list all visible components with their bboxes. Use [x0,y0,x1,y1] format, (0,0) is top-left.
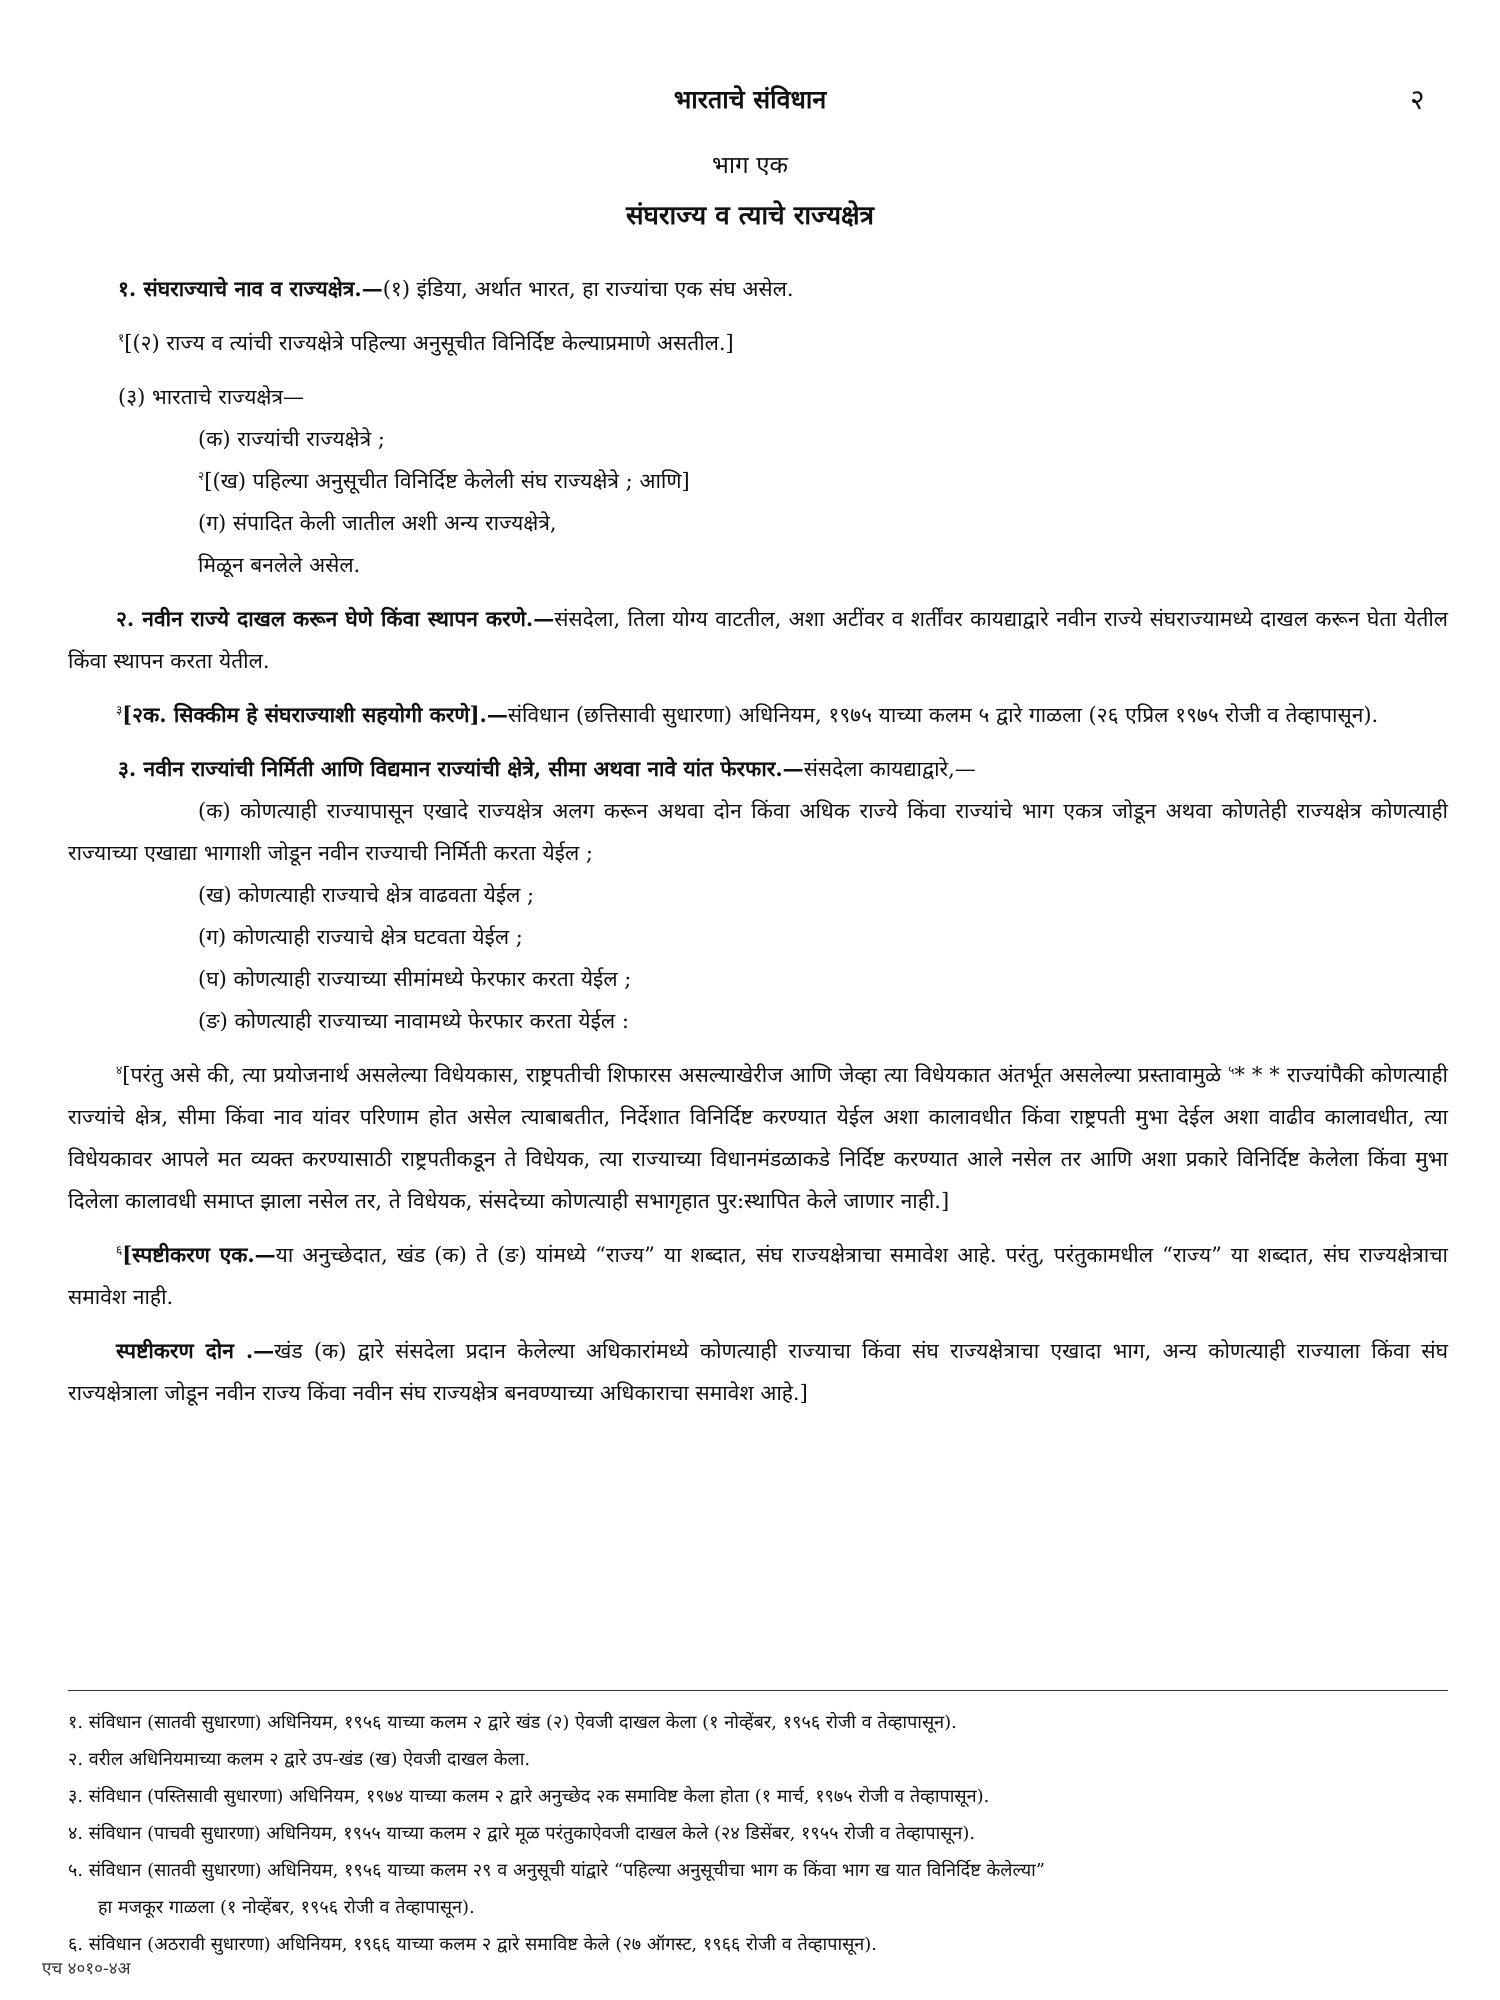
clause-3-k: (क) राज्यांची राज्यक्षेत्रे ; [198,427,385,451]
article-3-ng: (ङ) कोणत्याही राज्याच्या नावामध्ये फेरफार करता येईल : [198,1009,629,1033]
body-text [68,268,1448,1414]
footnote-3: ३. संविधान (पस्तिसावी सुधारणा) अधिनियम, १९७४ याच्या कलम २ द्वारे अनुच्छेद २क समाविष्ट केला होता (१ मार्च, १९७५ रोजी व तेव्हापासून). [68,1786,990,1807]
article-3-heading: ३. नवीन राज्यांची निर्मिती आणि विद्यमान राज्यांची क्षेत्रे, सीमा अथवा नावे यांत फेरफार.— [118,756,804,781]
article-2a [68,694,1448,736]
article-3-k: (क) कोणत्याही राज्यापासून एखादे राज्यक्षेत्र अलग करून अथवा दोन किंवा अधिक राज्ये किंवा राज्यांचे भाग एकत्र जोडून अथवा कोणतेही राज्यक्षेत्र कोणत्याही राज्याच्या एखाद्या भागाशी जोडून नवीन राज्याची निर्मिती करता येईल ; [68,799,1448,865]
footnote-divider [68,1690,1448,1691]
footnote-5: ५. संविधान (सातवी सुधारणा) अधिनियम, १९५६ याच्या कलम २९ व अनुसूची यांद्वारे “पहिल्या अनुसूचीचा भाग क किंवा भाग ख यात विनिर्दिष्ट केलेल्या” [68,1860,1046,1881]
article-3-gh: (घ) कोणत्याही राज्याच्या सीमांमध्ये फेरफार करता येईल ; [198,967,632,991]
article-2-text: संसदेला, तिला योग्य वाटतील, अशा अटींवर व शर्तींवर कायद्याद्वारे नवीन राज्ये संघराज्यामध्ये दाखल करून घेता येतील किंवा स्थापन करता येतील. [68,607,1448,673]
explanation-1-text: या अनुच्छेदात, खंड (क) ते (ङ) यांमध्ये “राज्य” या शब्दात, संघ राज्यक्षेत्राचा समावेश आहे. परंतु, परंतुकामधील “राज्य” या शब्दात, संघ राज्यक्षेत्राचा समावेश नाही. [68,1243,1448,1309]
footnote-ref-6: ६ [116,1243,123,1257]
article-3-text: संसदेला कायद्याद्वारे,— [803,757,976,781]
article-1-clause-3: (३) भारताचे राज्यक्षेत्र— [118,385,305,409]
explanation-1 [68,1234,1448,1318]
part-title: संघराज्य व त्याचे राज्यक्षेत्र [625,201,875,231]
explanation-2 [68,1330,1448,1414]
article-1-text: (१) इंडिया, अर्थात भारत, हा राज्यांचा एक संघ असेल. [382,277,794,301]
proviso-text-b: राज्यांपैकी कोणत्याही राज्यांचे क्षेत्र, सीमा किंवा नाव यांवर परिणाम होत असेल त्याबाबतीत, निर्देशात विनिर्दिष्ट करण्यात येईल अशा कालावधीत किंवा राष्ट्रपती मुभा देईल अशा वाढीव कालावधीत, त्या विधेयकावर आपले मत व्यक्त करण्यासाठी राष्ट्रपतीकडून ते विधेयक, त्या राज्याच्या विधानमंडळाकडे निर्दिष्ट करण्यात आले नसेल तर आणि अशा प्रकारे विनिर्दिष्ट केलेला किंवा मुभा दिलेला कालावधी समाप्त झाला नसेल तर, ते विधेयक, संसदेच्या कोणत्याही सभागृहात पुर:स्थापित केले जाणार नाही.] [68,1063,1449,1213]
article-3 [68,748,1448,790]
footnote-2: २. वरील अधिनियमाच्या कलम २ द्वारे उप-खंड (ख) ऐवजी दाखल केला. [68,1749,531,1770]
footnote-ref-5: ५ [1228,1063,1235,1077]
footnote-ref-3: ३ [116,703,123,717]
part-label: भाग एक [712,151,788,179]
footnote-1: १. संविधान (सातवी सुधारणा) अधिनियम, १९५६ याच्या कलम २ द्वारे खंड (२) ऐवजी दाखल केला (१ नोव्हेंबर, १९५६ रोजी व तेव्हापासून). [68,1712,957,1733]
article-2-heading: २. नवीन राज्ये दाखल करून घेणे किंवा स्थापन करणे.— [116,606,555,631]
article-1 [68,268,1448,310]
footnote-ref-1: १ [118,331,125,345]
book-title: भारताचे संविधान [673,85,827,114]
footnote-4: ४. संविधान (पाचवी सुधारणा) अधिनियम, १९५५ याच्या कलम २ द्वारे मूळ परंतुकाऐवजी दाखल केले (२४ डिसेंबर, १९५५ रोजी व तेव्हापासून). [68,1823,976,1844]
article-2a-heading: [२क. सिक्कीम हे संघराज्याशी सहयोगी करणे].— [122,702,508,727]
article-3-g: (ग) कोणत्याही राज्याचे क्षेत्र घटवता येईल ; [198,925,523,949]
footnotes [68,1704,1448,1963]
page-number: २ [1410,83,1425,116]
explanation-1-heading: [स्पष्टीकरण एक.— [122,1242,276,1267]
footnote-6: ६. संविधान (अठरावी सुधारणा) अधिनियम, १९६६ याच्या कलम २ द्वारे समाविष्ट केले (२७ ऑगस्ट, १९६६ रोजी व तेव्हापासून). [68,1934,878,1955]
omission-stars: * * * [1234,1063,1280,1087]
explanation-2-heading: स्पष्टीकरण दोन .— [116,1338,275,1363]
article-1-heading: १. संघराज्याचे नाव व राज्यक्षेत्र.— [118,276,383,301]
footnote-5-continued: हा मजकूर गाळला (१ नोव्हेंबर, १९५६ रोजी व तेव्हापासून). [98,1897,475,1918]
print-code: एच ४०१०-४अ [42,1959,131,1979]
article-1-clause-2 [68,322,1448,364]
clause-3-kh-text: [(ख) पहिल्या अनुसूचीत विनिर्दिष्ट केलेली संघ राज्यक्षेत्रे ; आणि] [204,469,690,493]
article-3-kh: (ख) कोणत्याही राज्याचे क्षेत्र वाढवता येईल ; [198,883,535,907]
clause-2-text: [(२) राज्य व त्यांची राज्यक्षेत्रे पहिल्या अनुसूचीत विनिर्दिष्ट केल्याप्रमाणे असतील.] [124,331,734,355]
proviso [68,1054,1448,1222]
clause-3-g: (ग) संपादित केली जातील अशी अन्य राज्यक्षेत्रे, [198,511,557,535]
proviso-text-a: [परंतु असे की, त्या प्रयोजनार्थ असलेल्या विधेयकास, राष्ट्रपतीची शिफारस असल्याखेरीज आणि जेव्हा त्या विधेयकात अंतर्भूत असलेल्या प्रस्तावामुळे [122,1063,1222,1087]
footnote-ref-2: २ [198,469,205,483]
clause-3-end: मिळून बनलेले असेल. [198,553,361,577]
footnote-ref-4: ४ [116,1063,123,1077]
explanation-2-text: खंड (क) द्वारे संसदेला प्रदान केलेल्या अधिकारांमध्ये कोणत्याही राज्याचा किंवा संघ राज्यक्षेत्राचा एखादा भाग, अन्य कोणत्याही राज्याला किंवा संघ राज्यक्षेत्राला जोडून नवीन राज्य किंवा नवीन संघ राज्यक्षेत्र बनवण्याच्या अधिकाराचा समावेश आहे.] [68,1339,1448,1405]
article-2 [68,598,1448,682]
clause-3-kh [68,460,1448,502]
article-2a-text: संविधान (छत्तिसावी सुधारणा) अधिनियम, १९७५ याच्या कलम ५ द्वारे गाळला (२६ एप्रिल १९७५ रोजी व तेव्हापासून). [507,703,1379,727]
